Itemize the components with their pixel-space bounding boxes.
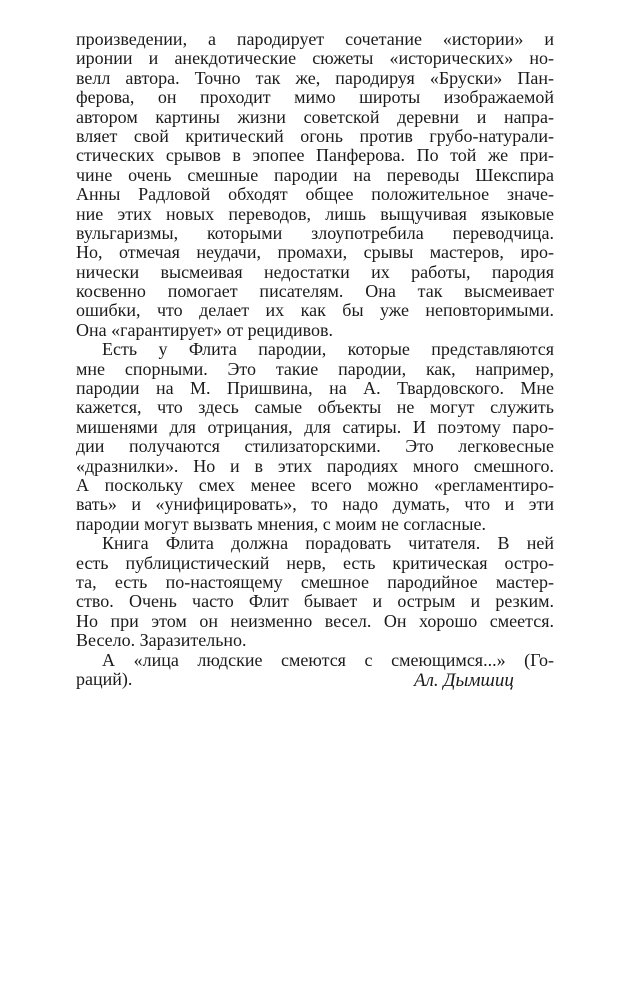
text-line: Она «гарантирует» от рецидивов. <box>76 320 334 340</box>
text-line: косвенно помогает писателям. Она так высмеивает <box>76 282 554 302</box>
text-line: ошибки, что делает их как бы уже неповторимыми. <box>76 301 554 321</box>
text-line: Есть у Флита пародии, которые представляются <box>102 340 554 360</box>
text-line: нически высмеивая недостатки их работы, пародия <box>76 262 554 282</box>
text-line: Книга Флита должна порадовать читателя. В ней <box>102 534 554 554</box>
text-line: та, есть по-настоящему смешное пародийное мастер- <box>76 572 554 592</box>
text-line: мишенями для отрицания, для сатиры. И поэтому паро- <box>76 417 554 437</box>
author-signature: Ал. Дымшиц <box>414 670 514 691</box>
text-line: произведении, а пародирует сочетание «истории» и <box>76 30 554 49</box>
text-line: стических срывов в эпопее Панферова. По той же при- <box>76 146 554 166</box>
text-line: Весело. Заразительно. <box>76 631 247 651</box>
text-line: пародии на М. Пришвина, на А. Твардовского. Мне <box>76 379 554 399</box>
text-line: вать» и «унифицировать», то надо думать, что и эти <box>76 495 554 515</box>
document-body <box>76 30 554 689</box>
text-line: велл автора. Точно так же, пародируя «Бруски» Пан- <box>76 68 554 88</box>
text-line: чине очень смешные пародии на переводы Шекспира <box>76 165 554 185</box>
text-line: автором картины жизни советской деревни и напра- <box>76 107 554 127</box>
text-line: дии получаются стилизаторскими. Это легковесные <box>76 437 554 457</box>
text-line: вульгаризмы, которыми злоупотребила переводчица. <box>76 223 554 243</box>
text-line: А поскольку смех менее всего можно «регламентиро- <box>76 475 554 495</box>
text-line: мне спорными. Это такие пародии, как, например, <box>76 359 554 379</box>
text-line: Анны Радловой обходят общее положительное значе- <box>76 185 554 205</box>
text-line: ферова, он проходит мимо широты изображаемой <box>76 88 554 108</box>
text-line: раций). <box>76 669 133 689</box>
text-line: Но, отмечая неудачи, промахи, срывы мастеров, иро- <box>76 243 554 263</box>
text-line: вляет свой критический огонь против грубо-натурали- <box>76 126 554 146</box>
text-line: иронии и анекдотические сюжеты «исторических» но- <box>76 49 554 69</box>
text-line: ство. Очень часто Флит бывает и острым и резким. <box>76 592 554 612</box>
text-line: А «лица людские смеются с смеющимся...» (Го- <box>102 650 554 670</box>
text-line: «дразнилки». Но и в этих пародиях много смешного. <box>76 456 554 476</box>
text-line: пародии могут вызвать мнения, с моим не согласные. <box>76 514 486 534</box>
text-line: Но при этом он неизменно весел. Он хорошо смеется. <box>76 611 554 631</box>
text-line: есть публицистический нерв, есть критическая остро- <box>76 553 554 573</box>
text-line: кажется, что здесь самые объекты не могут служить <box>76 398 554 418</box>
text-line: ние этих новых переводов, лишь выщучивая языковые <box>76 204 554 224</box>
